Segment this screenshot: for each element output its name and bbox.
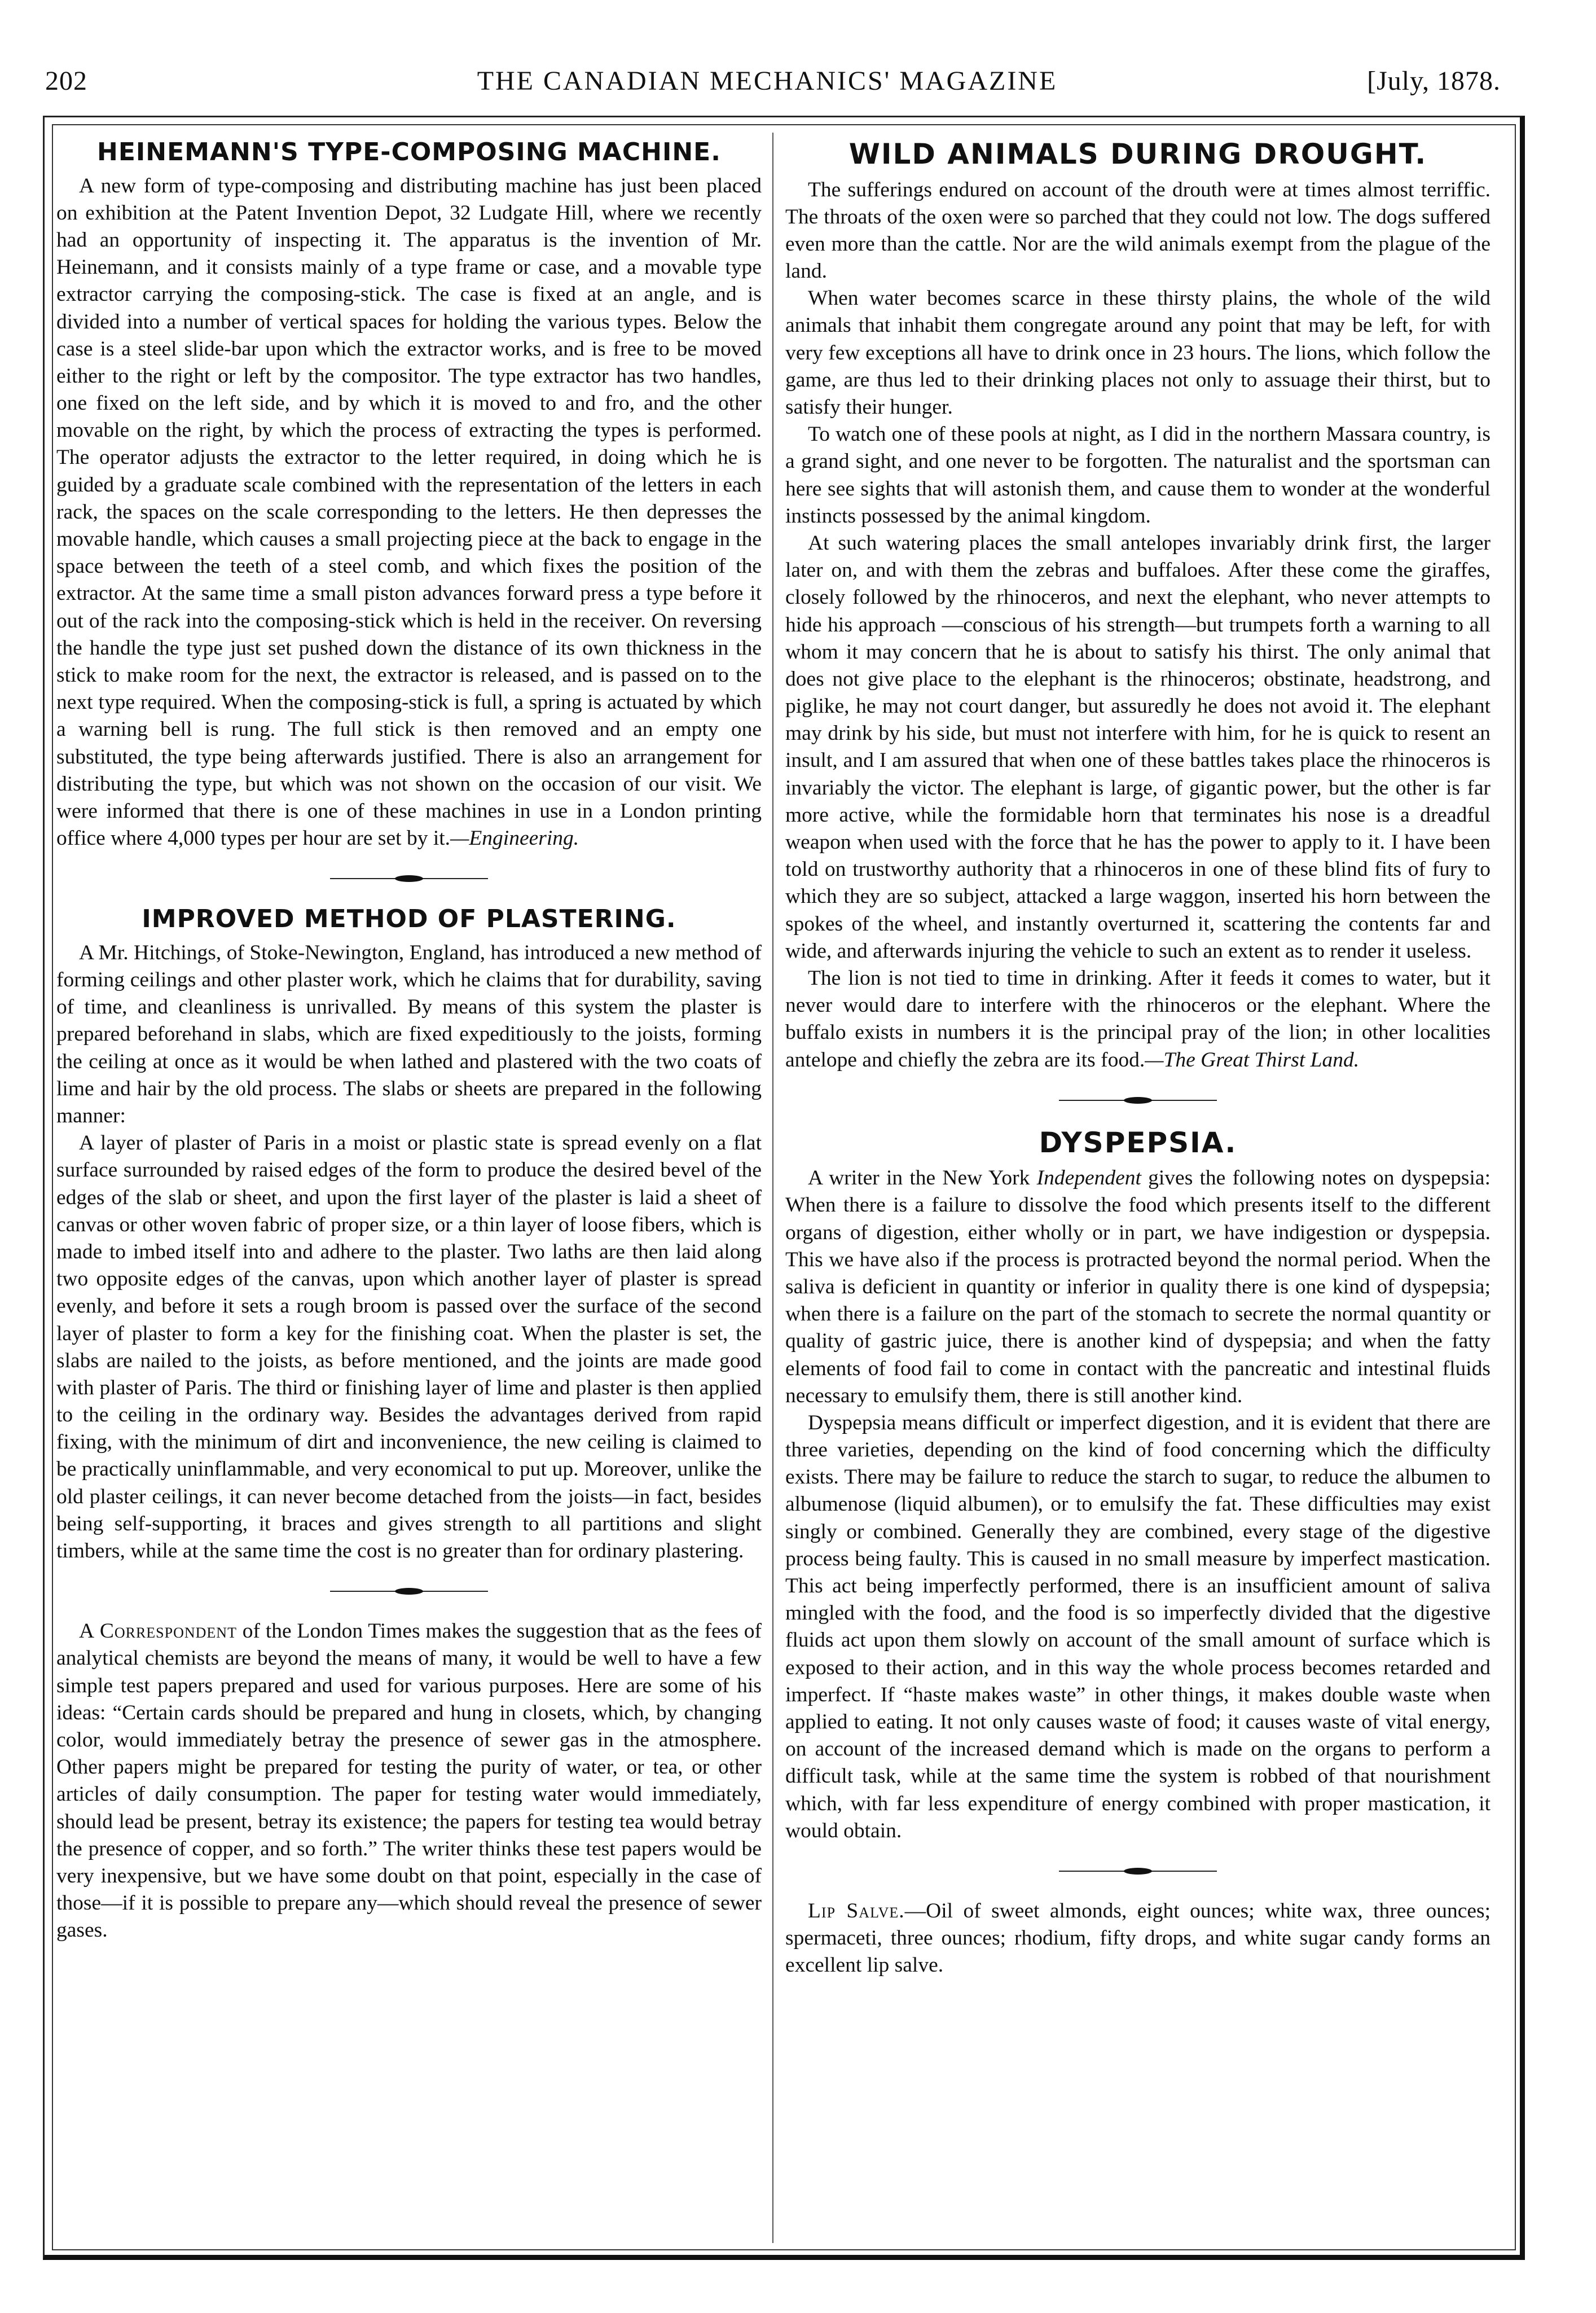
wild-animals-text-5: The lion is not tied to time in drinking. After it feeds it comes to water, but it never would dare to interfere with the rhinoceros or the elephant. Where the buffalo exists in numbers it is the principal pray of the lion; in other localities antelope and chiefly the zebra are its food. (785, 966, 1491, 1072)
section-separator-ornament (330, 1587, 488, 1595)
dyspepsia-paragraph-2: Dyspepsia means difficult or imperfect digestion, and it is evident that there are three varieties, depending on the kind of food concerning which the difficulty exists. There may be failure to reduce the starch to sugar, to reduce the albumen to albumenose (liquid albumen), or to emulsify the fat. These difficulties may exist singly or combined. Generally they are combined, every stage of the digestive process being faulty. This is caused in no small measure by imperfect mastication. This act being imperfectly performed, there is an insufficient amount of saliva mingled with the food, and the food is so imperfectly divided that the digestive fluids act upon them slowly on account of the small amount of surface which is exposed to their action, and in this way the whole process becomes retarded and imperfect. If “haste makes waste” in other things, it makes double waste when applied to eating. It not only causes waste of food; it causes waste of vital energy, on account of the increased demand which is made on the organs to perform a difficult task, while at the same time the system is robbed of that nourishment which, with far less expenditure of energy combined with proper mastication, it would obtain. (785, 1411, 1491, 1842)
article-title-dyspepsia: DYSPEPSIA. (1039, 1126, 1237, 1159)
section-separator-ornament (1059, 1867, 1217, 1875)
section-separator-ornament (1059, 1096, 1217, 1104)
column-divider (772, 133, 773, 2243)
article-title-type-composing: HEINEMANN'S TYPE-COMPOSING MACHINE. (97, 138, 721, 166)
wild-animals-paragraph-1: The sufferings endured on account of the drouth were at times almost terriffic. The throats of the oxen were so parched that they could not low. The dogs suffered even more than the cattle. Nor are the wild animals exempt from the plague of the land. (785, 178, 1491, 283)
issue-date: [July, 1878. (1367, 66, 1501, 96)
wild-animals-paragraph-2: When water becomes scarce in these thirsty plains, the whole of the wild animals that inhabit them congregate around any point that may be left, for with very few exceptions all have to drink once in 23 hours. The lions, which follow the game, are thus led to their drinking places not only to assuage their thirst, but to satisfy their hunger. (785, 287, 1491, 419)
page-header (34, 61, 1501, 106)
test-papers-text: of the London Times makes the suggestion that as the fees of analytical chemists are beyond the means of many, it would be well to have a few simple test papers prepared and used for various purposes. Here are some of his ideas: “Certain cards should be prepared and hung in closets, which, by changing color, would immediately betray the presence of sewer gas in the atmosphere. Other papers might be prepared for testing the purity of water, or tea, or other articles of daily consumption. The paper for testing water would immediately, should lead be present, betray its existence; the papers for testing tea would betray the presence of copper, and so forth.” The writer thinks these test papers would be very inexpensive, but we have some doubt on that point, especially in the case of those—if it is possible to prepare any—which should reveal the presence of sewer gases. (56, 1619, 762, 1942)
plastering-paragraph-2: A layer of plaster of Paris in a moist or plastic state is spread evenly on a flat surface surrounded by raised edges of the form to produce the desired bevel of the edges of the slab or sheet, and upon the first layer of the plaster is laid a sheet of canvas or other woven fabric of proper size, or a thin layer of loose fibers, which is made to imbed itself into and adhere to the plaster. Two laths are then laid along two opposite edges of the canvas, upon which another layer of plaster is spread evenly, and before it sets a rough broom is passed over the surface of the second layer of plaster to form a key for the finishing coat. When the plaster is set, the slabs are nailed to the joists, as before mentioned, and the joints are made good with plaster of Paris. The third or finishing layer of lime and plaster is then applied to the ceiling in the ordinary way. Besides the advantages derived from rapid fixing, with the minimum of dirt and inconvenience, the new ceiling is claimed to be practically uninflammable, and very economical to put up. Moreover, unlike the old plaster ceilings, it can never become detached from the joists—in fact, besides being self-supporting, it braces and gives strength to all partitions and slight timbers, while at the same time the cost is no greater than for ordinary plastering. (56, 1131, 762, 1563)
wild-animals-paragraph-5 (785, 965, 1491, 1074)
lip-salve-text: —Oil of sweet almonds, eight ounces; white wax, three ounces; spermaceti, three ounces; rhodium, fifty drops, and white sugar candy forms an excellent lip salve. (785, 1899, 1491, 1977)
test-papers-paragraph (56, 1618, 762, 1944)
article-title-wild-animals: WILD ANIMALS DURING DROUGHT. (848, 138, 1427, 170)
wild-animals-paragraph-3: To watch one of these pools at night, as I did in the northern Massara country, is a grand sight, and one never to be forgotten. The naturalist and the sportsman can here see sights that will astonish them, and cause them to wonder at the wonderful instincts possessed by the animal kingdom. (785, 423, 1491, 528)
wild-animals-citation: —The Great Thirst Land. (1145, 1048, 1360, 1072)
right-column (785, 138, 1491, 2237)
left-column (56, 138, 762, 2237)
page-number: 202 (45, 66, 87, 96)
dyspepsia-paragraph-1 (785, 1165, 1491, 1410)
wild-animals-paragraph-4: At such watering places the small antelopes invariably drink first, the larger later on, and with them the zebras and buffaloes. After these come the giraffes, closely followed by the rhinoceros, and next the elephant, who never attempts to hide his approach —conscious of his strength—but trumpets forth a warning to all whom it may concern that he is about to satisfy his thirst. The only animal that does not give place to the elephant is the rhinoceros; obstinate, headstrong, and piglike, he may not court danger, but assuredly he does not avoid it. The elephant may drink by his side, but must not interfere with him, for he is quick to resent an insult, and I am assured that when one of these battles takes place the rhinoceros is invariably the victor. The elephant is large, of gigantic power, but the other is far more active, while the formidable horn that terminates his nose is a dreadful weapon when used with the force that he has the power to apply to it. I have been told on trustworthy authority that a rhinoceros in one of these blind fits of fury to which they are so subject, attacked a large waggon, inserted his horn between the spokes of the wheel, and instantly overturned it, scattering the contents far and wide, and afterwards injuring the vehicle to such an extent as to render it useless. (785, 531, 1491, 963)
magazine-title: THE CANADIAN MECHANICS' MAGAZINE (477, 66, 1058, 96)
article-body-type-composing (56, 173, 762, 853)
type-composing-citation: —Engineering. (450, 827, 579, 850)
dyspepsia-text-1a: A writer in the New York (808, 1166, 1037, 1190)
type-composing-text: A new form of type-composing and distributing machine has just been placed on exhibition at the Patent Invention Depot, 32 Ludgate Hill, where we recently had an opportunity of inspecting it. The apparatus is the invention of Mr. Heinemann, and it consists mainly of a type frame or case, and a movable type extractor carrying the composing-stick. The case is fixed at an angle, and is divided into a number of vertical spaces for holding the various types. Below the case is a steel slide-bar upon which the extractor works, and is free to be moved either to the right or left by the compositor. The type extractor has two handles, one fixed on the left side, and by which it is moved to and fro, and the other movable on the right, by which the process of extracting the types is performed. The operator adjusts the extractor to the letter required, in doing which he is guided by a graduate scale combined with the representation of the letters in each rack, the spaces on the scale corresponding to the letters. He then depresses the movable handle, which causes a small projecting piece at the back to engage in the space between the teeth of a steel comb, and which fixes the position of the extractor. At the same time a small piston advances forward press a type before it out of the rack into the composing-stick which is held in the receiver. On reversing the handle the type just set pushed down the distance of its own thickness in the stick to make room for the next, the extractor is released, and is passed on to the next type required. When the composing-stick is full, a spring is actuated by which a warning bell is rung. The full stick is then removed and an empty one substituted, the type being afterwards justified. There is also an arrangement for distributing the type, but which was not shown on the occasion of our visit. We were informed that there is one of these machines in use in a London printing office where 4,000 types per hour are set by it. (56, 174, 762, 850)
dyspepsia-source-name: Independent (1036, 1166, 1141, 1190)
test-papers-lead: A Correspondent (79, 1619, 237, 1643)
section-separator-ornament (330, 875, 488, 883)
article-title-plastering: IMPROVED METHOD OF PLASTERING. (142, 905, 676, 934)
lip-salve-lead: Lip Salve. (808, 1899, 905, 1923)
plastering-paragraph-1: A Mr. Hitchings, of Stoke-Newington, England, has introduced a new method of forming ceilings and other plaster work, which he claims that for durability, saving of time, and cleanliness is unrivalled. By means of this system the plaster is prepared beforehand in slabs, which are fixed expeditiously to the joists, forming the ceiling at once as it would be when lathed and plastered with the two coats of lime and hair by the old process. The slabs or sheets are prepared in the following manner: (56, 941, 762, 1127)
dyspepsia-text-1b: gives the following notes on dyspepsia: When there is a failure to dissolve the food which presents itself to the different organs of digestion, either wholly or in part, we have indigestion or dyspepsia. This we have also if the process is protracted beyond the normal period. When the saliva is deficient in quantity or inferior in quality there is one kind of dyspepsia; when there is a failure on the part of the stomach to secrete the normal quantity or quality of gastric juice, there is another kind of dyspepsia; and when the fatty elements of food fail to come in contact with the pancreatic and intestinal fluids necessary to emulsify them, there is still another kind. (785, 1166, 1491, 1407)
lip-salve-paragraph (785, 1898, 1491, 1980)
